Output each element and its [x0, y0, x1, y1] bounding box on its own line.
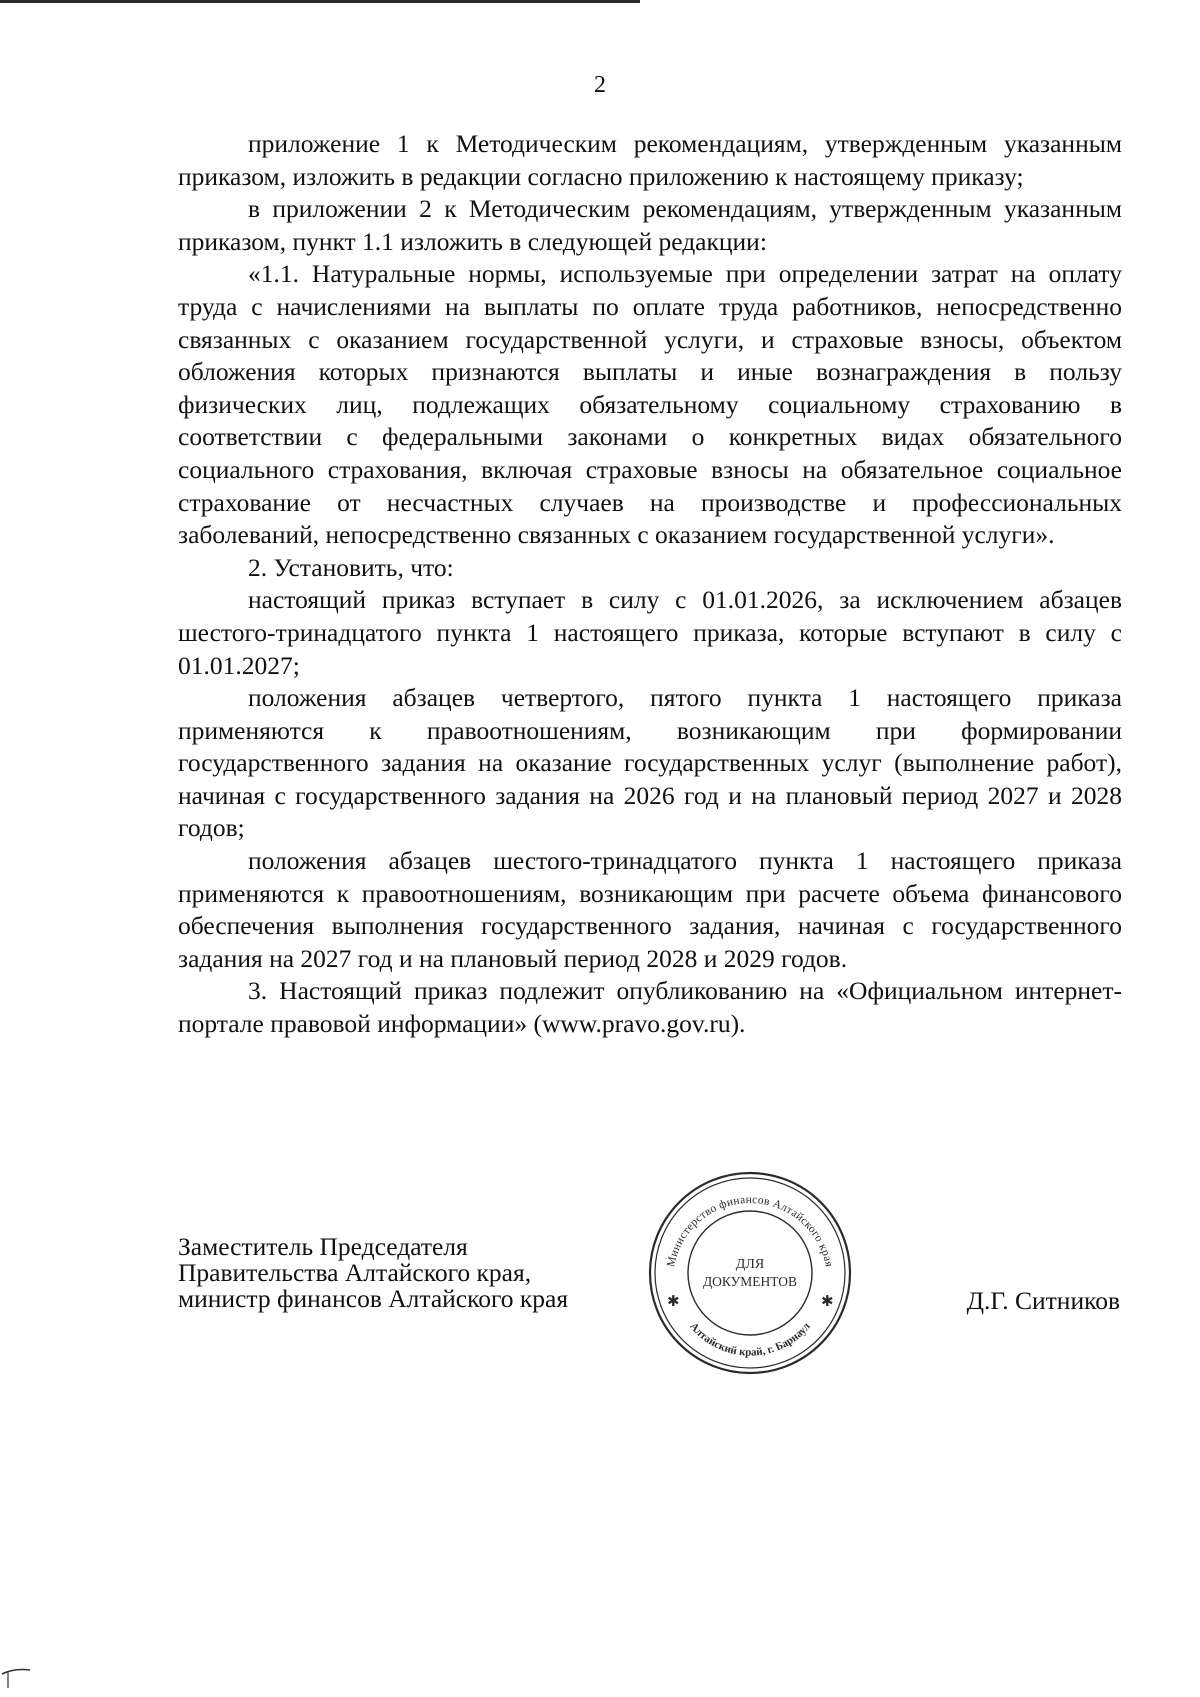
scan-corner-mark — [0, 1660, 40, 1690]
signer-name: Д.Г. Ситников — [966, 1286, 1120, 1315]
signer-position-line: Правительства Алтайского края, — [178, 1258, 532, 1287]
scan-edge-line — [0, 0, 640, 3]
paragraph: приложение 1 к Методическим рекомендациям, утвержденным указанным приказом, изложить в редакции согласно приложению к настоящему приказу; — [178, 129, 1122, 191]
stamp-star-icon: ✱ — [667, 1294, 680, 1310]
stamp-outer-text-bottom: Алтайский край, г. Барнаул — [687, 1320, 813, 1359]
signer-position — [178, 1234, 568, 1312]
paragraph: положения абзацев шестого-тринадцатого пункта 1 настоящего приказа применяются к правоотношениям, возникающим при расчете объема финансового обеспечения выполнения государственного задания, начиная с государственного задания на 2027 год и на плановый период 2028 и 2029 годов. — [178, 846, 1122, 973]
official-stamp — [645, 1168, 855, 1378]
signer-position-line: министр финансов Алтайского края — [178, 1284, 569, 1313]
paragraph: 3. Настоящий приказ подлежит опубликованию на «Официальном интернет-портале правовой информации» (www.pravo.gov.ru). — [178, 976, 1122, 1039]
stamp-outer-text-top: Министерство финансов Алтайского края — [665, 1193, 835, 1269]
stamp-center-text: ДОКУМЕНТОВ — [702, 1274, 798, 1289]
stamp-center-text: ДЛЯ — [735, 1257, 765, 1272]
document-body — [178, 128, 1122, 1041]
paragraph: в приложении 2 к Методическим рекомендациям, утвержденным указанным приказом, пункт 1.1 изложить в следующей редакции: — [178, 194, 1122, 256]
paragraph: положения абзацев четвертого, пятого пункта 1 настоящего приказа применяются к правоотношениям, возникающим при формировании государственного задания на оказание государственных услуг (выполнение работ), начиная с государственного задания на 2026 год и на плановый период 2027 и 2028 годов; — [178, 683, 1122, 843]
paragraph: настоящий приказ вступает в силу с 01.01.2026, за исключением абзацев шестого-тринадцатого пункта 1 настоящего приказа, которые вступают в силу с 01.01.2027; — [178, 585, 1122, 680]
page-number: 2 — [594, 72, 606, 98]
stamp-star-icon: ✱ — [821, 1294, 834, 1310]
paragraph: 2. Установить, что: — [248, 552, 454, 582]
svg-text:Алтайский край, г. Барнаул — [687, 1320, 813, 1358]
signer-position-line: Заместитель Председателя — [178, 1232, 468, 1261]
paragraph: «1.1. Натуральные нормы, используемые при определении затрат на оплату труда с начислениями на выплаты по оплате труда работников, непосредственно связанных с оказанием государственной услуги, и страховые взносы, объектом обложения которых признаются выплаты и иные вознаграждения в пользу физических лиц, подлежащих обязательному социальному страхованию в соответствии с федеральными законами о конкретных видах обязательного социального страхования, включая страховые взносы на обязательное социальное страхование от несчастных случаев на производстве и профессиональных заболеваний, непосредственно связанных с оказанием государственной услуги». — [178, 259, 1122, 550]
